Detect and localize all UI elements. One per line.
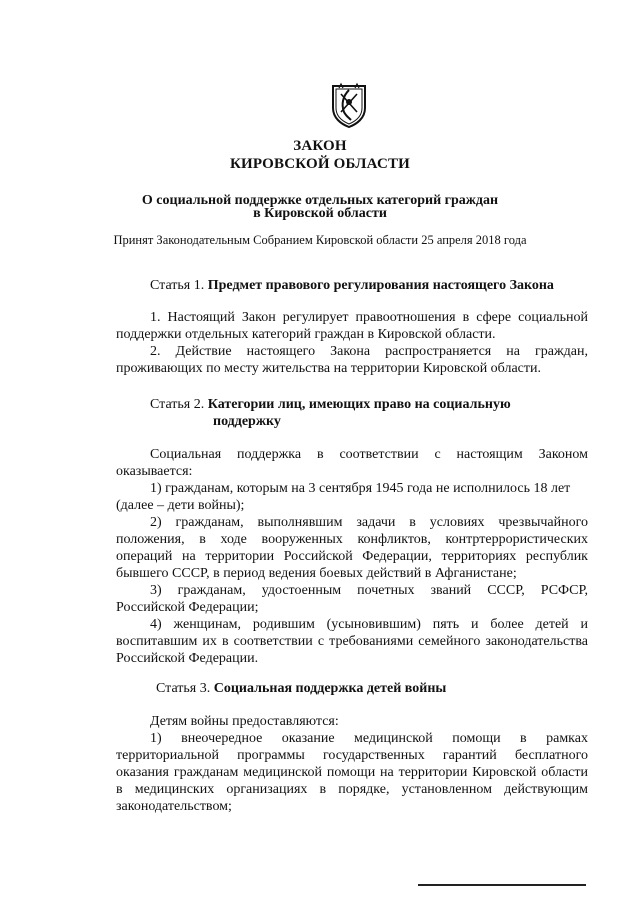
article2-line: 1) гражданам, которым на 3 сентября 1945 года не исполнилось 18 лет: [150, 481, 571, 496]
article2-line: Российской Федерации.: [116, 651, 259, 666]
article3-name: Социальная поддержка детей войны: [213, 681, 447, 696]
article3-line: в медицинских организациях в порядке, установленном действующим: [116, 782, 588, 797]
article1-line: проживающих по месту жительства на территории Кировской области.: [116, 361, 541, 376]
article1-heading: [150, 277, 554, 294]
article2-line: бывшего СССР, в период ведения боевых действий в Афганистане;: [116, 566, 517, 581]
article3-line: Детям войны предоставляются:: [150, 714, 339, 729]
article3-line: законодательством;: [116, 799, 232, 814]
article3-line: оказания гражданам медицинской помощи на территории Кировской области: [116, 765, 588, 780]
law-title: ЗАКОН: [293, 138, 347, 154]
article3-number: Статья 3.: [156, 681, 211, 696]
article2-name-line1: Категории лиц, имеющих право на социальную: [207, 397, 511, 412]
article2-heading-cont: [213, 413, 281, 430]
article3-line: 1) внеочередное оказание медицинской помощи в рамках: [150, 731, 588, 746]
article2-line: Российской Федерации;: [116, 600, 259, 615]
article2-line: (далее – дети войны);: [116, 498, 245, 513]
article1-line: 2. Действие настоящего Закона распространяется на граждан,: [150, 344, 588, 359]
law-subject-line1: О социальной поддержке отдельных категорий граждан: [141, 193, 499, 208]
article2-line: воспитавшим их в соответствии с требованиями семейного законодательства: [116, 634, 588, 649]
footer-rule: [418, 884, 586, 886]
article1-number: Статья 1.: [150, 278, 205, 293]
article2-line: Социальная поддержка в соответствии с настоящим Законом: [150, 447, 588, 462]
article3-heading: [156, 680, 446, 697]
article1-name: Предмет правового регулирования настоящего Закона: [207, 278, 554, 293]
article2-heading: [150, 396, 511, 413]
law-subject-line2: в Кировской области: [253, 206, 387, 221]
article2-line: положения, в ходе вооруженных конфликтов, контртеррористических: [116, 532, 588, 547]
article2-line: оказывается:: [116, 464, 193, 479]
kirov-coat-of-arms-icon: [329, 82, 369, 128]
law-region: КИРОВСКОЙ ОБЛАСТИ: [229, 156, 411, 172]
article2-line: операций на территории Российской Федерации, территориях республик: [116, 549, 588, 564]
article2-name-line2: поддержку: [213, 414, 281, 429]
article2-number: Статья 2.: [150, 397, 205, 412]
article2-line: 3) гражданам, удостоенным почетных званий СССР, РСФСР,: [150, 583, 588, 598]
article1-line: 1. Настоящий Закон регулирует правоотношения в сфере социальной: [150, 310, 588, 325]
adoption-note: Принят Законодательным Собранием Кировской области 25 апреля 2018 года: [113, 233, 527, 247]
article2-line: 4) женщинам, родившим (усыновившим) пять и более детей и: [150, 617, 588, 632]
article3-line: территориальной программы государственных гарантий бесплатного: [116, 748, 588, 763]
article1-line: поддержки отдельных категорий граждан в Кировской области.: [116, 327, 496, 342]
article2-line: 2) гражданам, выполнявшим задачи в условиях чрезвычайного: [150, 515, 588, 530]
